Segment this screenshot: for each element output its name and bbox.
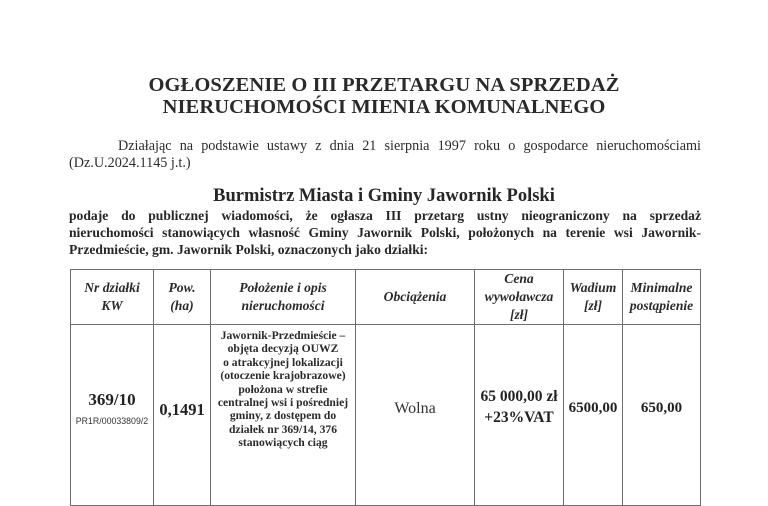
header-minimum-bid-increment: Minimalne postąpienie xyxy=(623,270,701,325)
title-line-2: NIERUCHOMOŚCI MIENIA KOMUNALNEGO xyxy=(162,96,606,118)
encumbrances-value: Wolna xyxy=(394,400,436,417)
cell-deposit xyxy=(564,325,623,506)
table-header-row xyxy=(71,270,701,325)
cell-minimum-bid-increment xyxy=(623,325,701,506)
plot-area: 0,1491 xyxy=(159,400,205,419)
document-title xyxy=(0,74,768,118)
location-description: Jawornik-Przedmieście – objęta decyzją OUWZ o atrakcyjnej lokalizacji (otoczenie krajobrazowe) położona w strefie centralnej wsi i pośredniej gminy, z dostępem do działek nr 369/14, 376 stanowiących ciąg xyxy=(217,329,349,450)
announcement-line-2: nieruchomości stanowiących własność Gminy Jawornik Polski, położonych na terenie wsi Jawornik- xyxy=(69,225,701,240)
legal-basis-line-2: (Dz.U.2024.1145 j.t.) xyxy=(69,155,191,171)
plot-number: 369/10 xyxy=(88,390,136,409)
header-plot-number: Nr działki KW xyxy=(71,270,154,325)
cell-area xyxy=(154,325,211,506)
cell-starting-price xyxy=(475,325,564,506)
authority-heading: Burmistrz Miasta i Gminy Jawornik Polski xyxy=(213,186,555,206)
header-deposit: Wadium [zł] xyxy=(564,270,623,325)
cell-location-description xyxy=(211,325,356,506)
deposit-value: 6500,00 xyxy=(568,400,618,416)
cell-plot-number xyxy=(71,325,154,506)
plots-table xyxy=(70,269,701,506)
title-line-1: OGŁOSZENIE O III PRZETARGU NA SPRZEDAŻ xyxy=(148,74,620,96)
table-row xyxy=(71,325,701,506)
cell-encumbrances xyxy=(356,325,475,506)
announcement-paragraph xyxy=(69,207,701,258)
legal-basis-line-1: Działając na podstawie ustawy z dnia 21 sierpnia 1997 roku o gospodarce nieruchomościami xyxy=(118,138,701,154)
announcement-line-1: podaje do publicznej wiadomości, że ogłasza III przetarg ustny nieograniczony na sprzedaż xyxy=(69,208,701,223)
header-area: Pow. (ha) xyxy=(154,270,211,325)
header-location-description: Położenie i opis nieruchomości xyxy=(211,270,356,325)
land-register-number: PR1R/00033809/2 xyxy=(75,416,149,426)
minimum-bid-increment-value: 650,00 xyxy=(640,400,683,416)
header-encumbrances: Obciążenia xyxy=(356,270,475,325)
legal-basis-paragraph xyxy=(69,138,701,172)
starting-price: 65 000,00 zł +23%VAT xyxy=(480,388,558,426)
header-starting-price: Cena wywoławcza [zł] xyxy=(475,270,564,325)
announcement-line-3: Przedmieście, gm. Jawornik Polski, oznaczonych jako działki: xyxy=(69,242,429,257)
